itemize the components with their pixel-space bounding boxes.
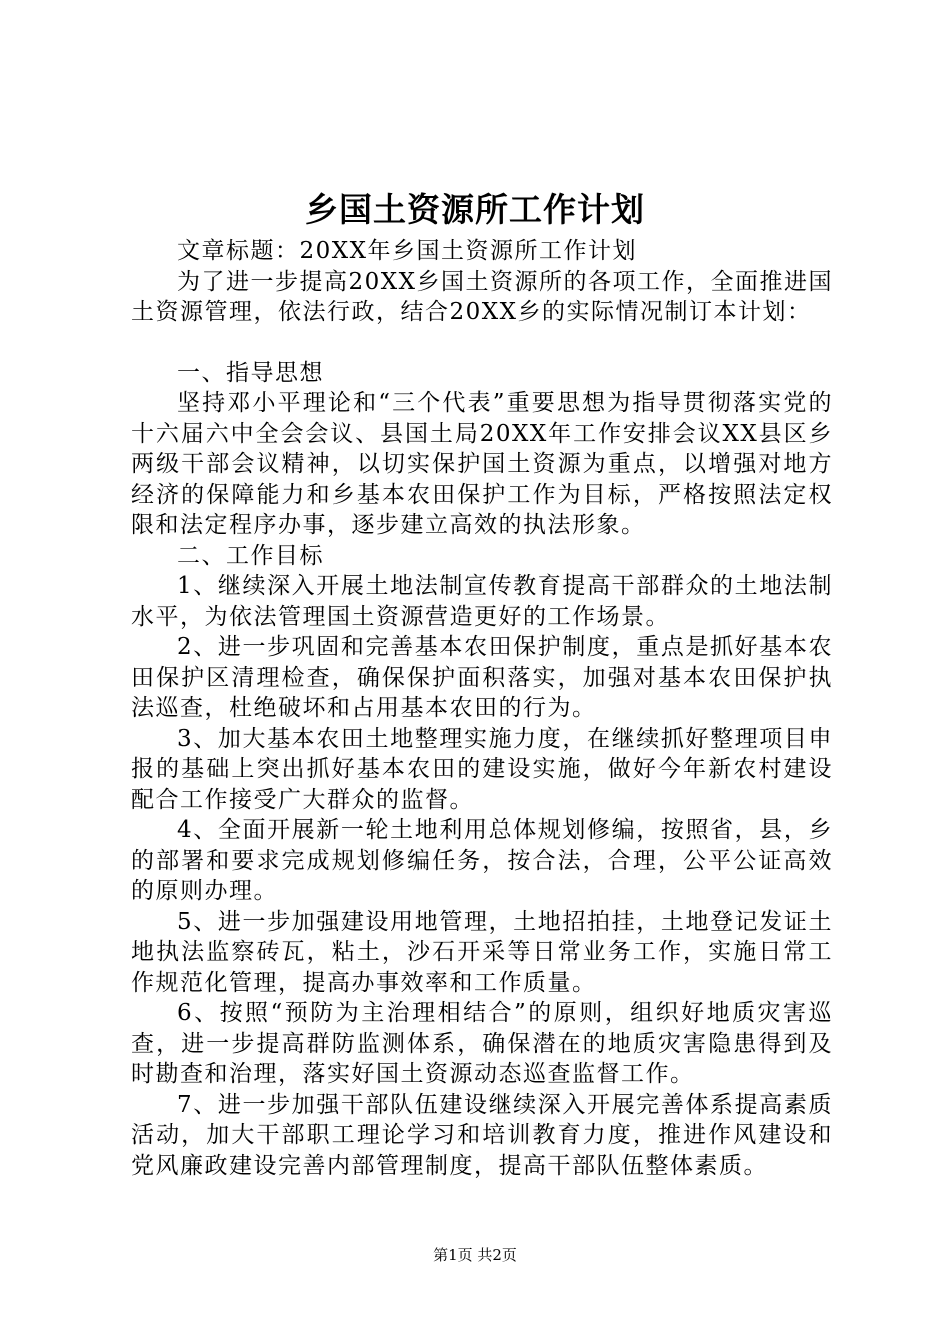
goal-item-3: 3、加大基本农田土地整理实施力度，在继续抓好整理项目申报的基础上突出抓好基本农田的建设实施，做好今年新农村建设配合工作接受广大群众的监督。 bbox=[131, 725, 833, 813]
goal-item-6: 6、按照“预防为主治理相结合”的原则，组织好地质灾害巡查，进一步提高群防监测体系，确保潜在的地质灾害隐患得到及时勘查和治理，落实好国土资源动态巡查监督工作。 bbox=[131, 1000, 833, 1087]
goal-item-2: 2、进一步巩固和完善基本农田保护制度，重点是抓好基本农田保护区清理检查，确保保护面积落实，加强对基本农田保护执法巡查，杜绝破坏和占用基本农田的行为。 bbox=[131, 634, 833, 721]
section-heading-work-goals: 二、工作目标 bbox=[177, 542, 324, 569]
goal-item-1: 1、继续深入开展土地法制宣传教育提高干部群众的土地法制水平，为依法管理国土资源营造更好的工作场景。 bbox=[131, 573, 833, 630]
page-number-footer: 第1页 共2页 bbox=[433, 1246, 517, 1264]
goal-item-4: 4、全面开展新一轮土地利用总体规划修编，按照省，县，乡的部署和要求完成规划修编任务，按合法，合理，公平公证高效的原则办理。 bbox=[131, 817, 833, 904]
article-title-line: 文章标题：20XX年乡国土资源所工作计划 bbox=[177, 238, 638, 264]
goal-item-7: 7、进一步加强干部队伍建设继续深入开展完善体系提高素质活动，加大干部职工理论学习和培训教育力度，推进作风建设和党风廉政建设完善内部管理制度，提高干部队伍整体素质。 bbox=[131, 1091, 833, 1179]
intro-paragraph: 为了进一步提高20XX乡国土资源所的各项工作，全面推进国土资源管理，依法行政，结合20XX乡的实际情况制订本计划： bbox=[131, 268, 834, 325]
guiding-ideology-paragraph: 坚持邓小平理论和“三个代表”重要思想为指导贯彻落实党的十六届六中全会会议、县国土局20XX年工作安排会议XX县区乡两级干部会议精神，以切实保护国土资源为重点，以增强对地方经济的保障能力和乡基本农田保护工作为目标，严格按照法定权限和法定程序办事，逐步建立高效的执法形象。 bbox=[131, 390, 833, 538]
document-body bbox=[131, 236, 833, 1181]
goal-item-5: 5、进一步加强建设用地管理，土地招拍挂，土地登记发证土地执法监察砖瓦，粘土，沙石开采等日常业务工作，实施日常工作规范化管理，提高办事效率和工作质量。 bbox=[131, 908, 833, 996]
document-title: 乡国土资源所工作计划 bbox=[305, 190, 645, 229]
section-heading-guiding-ideology: 一、指导思想 bbox=[177, 359, 324, 386]
